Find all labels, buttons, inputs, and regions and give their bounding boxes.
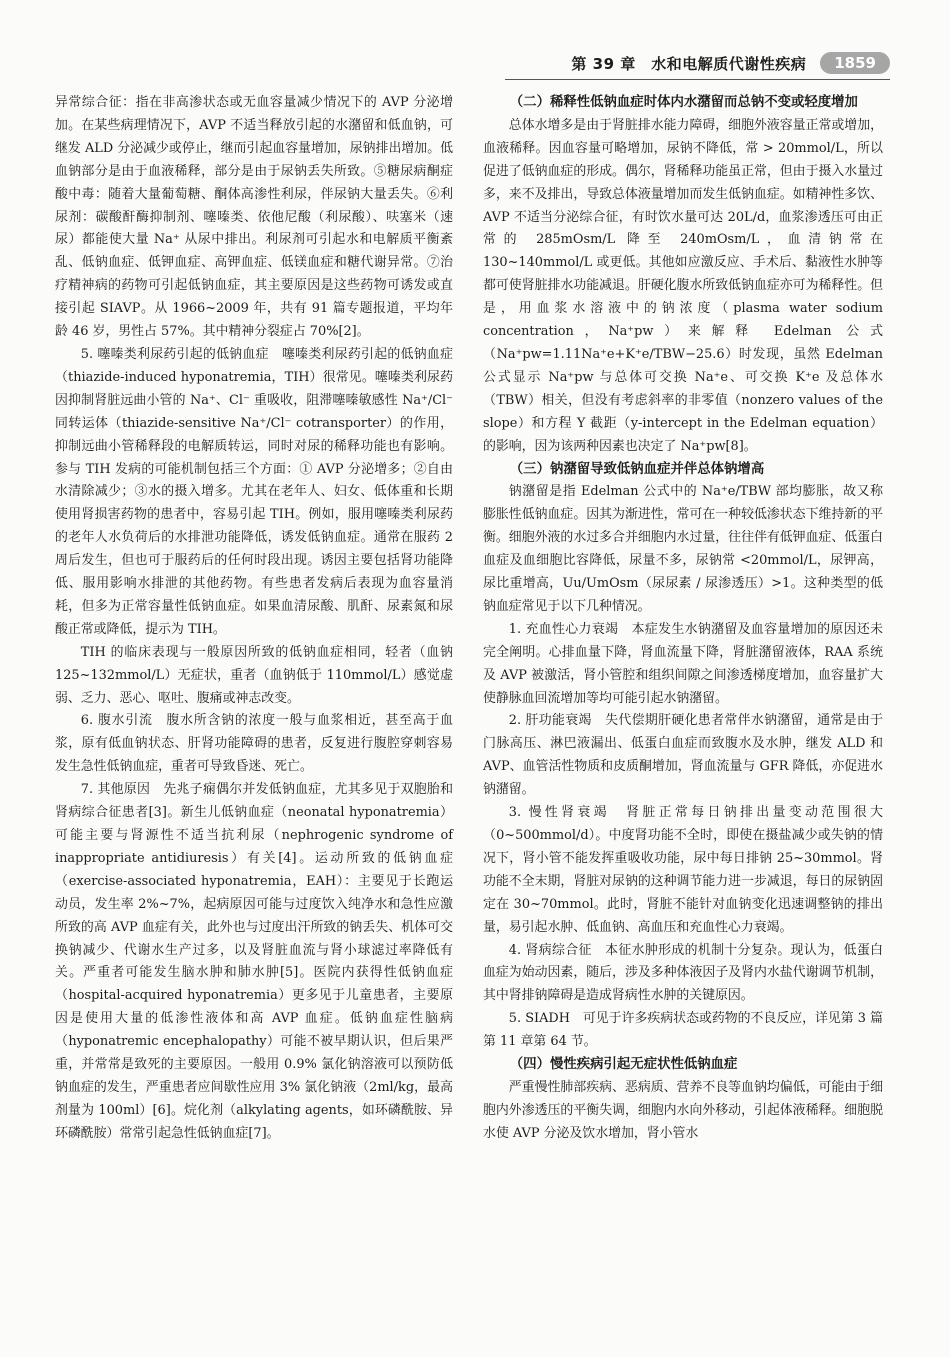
paragraph: 异常综合征：指在非高渗状态或无血容量减少情况下的 AVP 分泌增加。在某些病理情况下，AVP 不适当释放引起的水潴留和低血钠，可继发 ALD 分泌减少或停止，继而引起血容量增加，尿钠排出增加。低血钠部分是由于血液稀释，部分是由于尿钠丢失所致。⑤糖尿病酮症酸中毒：随着大量葡萄糖、酮体高渗性利尿，伴尿钠大量丢失。⑥利尿剂：碳酸酐酶抑制剂、噻嗪类、依他尼酸（利尿酸）、呋塞米（速尿）都能使大量 Na⁺ 从尿中排出。利尿剂可引起水和电解质平衡紊乱、低钠血症、低钾血症、高钾血症、低镁血症和糖代谢异常。⑦治疗精神病的药物可引起低钠血症，其主要原因是这些药物可诱发或直接引起 SIAVP。从 1966~2009 年，共有 91 篇专题报道，平均年龄 46 岁，男性占 57%。其中精神分裂症占 70%[2]。 xyxy=(55,95,453,340)
paragraph: TIH 的临床表现与一般原因所致的低钠血症相同，轻者（血钠 125~132mmol/L）无症状，重者（血钠低于 110mmol/L）感觉虚弱、乏力、恶心、呕吐、腹痛或神志改变。 xyxy=(55,644,453,706)
section-heading: （二）稀释性低钠血症时体内水潴留而总钠不变或轻度增加 xyxy=(509,95,858,110)
paragraph: 3. 慢性肾衰竭 肾脏正常每日钠排出量变动范围很大（0~500mmol/d）。中度肾功能不全时，即使在摄盐减少或失钠的情况下，肾小管不能发挥重吸收功能，尿中每日排钠 25~30mmol。肾功能不全末期，肾脏对尿钠的这种调节能力进一步减退，每日的尿钠固定在 30~70mmol。此时，肾脏不能针对血钠变化迅速调整钠的排出量，易引起水肿、低血钠、高血压和充血性心力衰竭。 xyxy=(483,805,883,935)
page-number: 1859 xyxy=(820,52,890,74)
paragraph: 1. 充血性心力衰竭 本症发生水钠潴留及血容量增加的原因还未完全阐明。心排血量下降，肾血流量下降，肾脏潴留液体，RAA 系统及 AVP 被激活，肾小管腔和组织间隙之间渗透梯度增加，血容量扩大使静脉血回流增加等均可能引起水钠潴留。 xyxy=(483,621,883,706)
section-heading: （三）钠潴留导致低钠血症并伴总体钠增高 xyxy=(509,461,765,477)
paragraph: 5. SIADH 可见于许多疾病状态或药物的不良反应，详见第 3 篇第 11 章第 64 节。 xyxy=(483,1011,883,1050)
section-heading: （四）慢性疾病引起无症状性低钠血症 xyxy=(509,1057,738,1073)
paragraph: 6. 腹水引流 腹水所含钠的浓度一般与血浆相近，甚至高于血浆，原有低血钠状态、肝肾功能障碍的患者，反复进行腹腔穿刺容易发生急性低钠血症，重者可导致昏迷、死亡。 xyxy=(55,713,453,775)
right-column xyxy=(483,92,883,1146)
paragraph: 7. 其他原因 先兆子痫偶尔并发低钠血症，尤其多见于双胞胎和肾病综合征患者[3]。新生儿低钠血症（neonatal hyponatremia）可能主要与肾源性不适当抗利尿（nephrogenic syndrome of inappropriate antidiuresis）有关[4]。运动所致的低钠血症（exercise-associated hyponatremia，EAH）：主要见于长跑运动员，发生率 2%~7%，起病原因可能与过度饮入纯净水和急性应激所致的高 AVP 血症有关，此外也与过度出汗所致的钠丢失、机体可交换钠减少、代谢水生产过多，以及肾脏血流与肾小球滤过率降低有关。严重者可能发生脑水肿和肺水肿[5]。医院内获得性低钠血症（hospital-acquired hyponatremia）更多见于儿童患者，主要原因是使用大量的低渗性液体和高 AVP 血症。低钠血症性脑病（hyponatremic encephalopathy）可能不被早期认识，但后果严重，并常常是致死的主要原因。一般用 0.9% 氯化钠溶液可以预防低钠血症的发生，严重患者应间歇性应用 3% 氯化钠液（2ml/kg，最高剂量为 100ml）[6]。烷化剂（alkylating agents，如环磷酰胺、异环磷酰胺）常常引起急性低钠血症[7]。 xyxy=(55,782,453,1141)
paragraph: 严重慢性肺部疾病、恶病质、营养不良等血钠均偏低，可能由于细胞内外渗透压的平衡失调，细胞内水向外移动，引起体液稀释。细胞脱水使 AVP 分泌及饮水增加，肾小管水 xyxy=(483,1079,883,1141)
left-column xyxy=(55,92,453,1146)
paragraph: 5. 噻嗪类利尿药引起的低钠血症 噻嗪类利尿药引起的低钠血症（thiazide-induced hyponatremia，TIH）很常见。噻嗪类利尿药因抑制肾脏远曲小管的 Na⁺、Cl⁻ 重吸收，阻滞噻嗪敏感性 Na⁺/Cl⁻ 同转运体（thiazide-sensitive Na⁺/Cl⁻ cotransporter）的作用，抑制远曲小管稀释段的电解质转运，同时对尿的稀释功能也有影响。参与 TIH 发病的可能机制包括三个方面：① AVP 分泌增多；②自由水清除减少；③水的摄入增多。尤其在老年人、妇女、低体重和长期使用肾损害药物的患者中，容易引起 TIH。例如，服用噻嗪类利尿药的老年人水负荷后的水排泄功能降低，诱发低钠血症。通常在服药 2 周后发生，但也可于服药后的任何时段出现。诱因主要包括肾功能降低、服用影响水排泄的其他药物。有些患者发病后表现为血容量消耗，但多为正常容量性低钠血症。如果血清尿酸、肌酐、尿素氮和尿酸正常或降低，提示为 TIH。 xyxy=(55,346,453,637)
paragraph: 2. 肝功能衰竭 失代偿期肝硬化患者常伴水钠潴留，通常是由于门脉高压、淋巴液漏出、低蛋白血症而致腹水及水肿，继发 ALD 和 AVP、血管活性物质和皮质酮增加，肾血流量与 GFR 降低，亦促进水钠潴留。 xyxy=(483,713,883,798)
paragraph: 4. 肾病综合征 本征水肿形成的机制十分复杂。现认为，低蛋白血症为始动因素，随后，涉及多种体液因子及肾内水盐代谢调节机制，其中肾排钠障碍是造成肾病性水肿的关键原因。 xyxy=(483,942,883,1004)
paragraph: 钠潴留是指 Edelman 公式中的 Na⁺e/TBW 部均膨胀，故又称膨胀性低钠血症。因其为渐进性，常可在一种较低渗状态下维持新的平衡。细胞外液的水过多合并细胞内水过量，往往伴有低钾血症、低蛋白血症及血细胞比容降低，尿量不多，尿钠常 <20mmol/L，尿钾高，尿比重增高，Uu/UmOsm（尿尿素 / 尿渗透压）>1。这种类型的低钠血症常见于以下几种情况。 xyxy=(483,484,883,614)
running-header xyxy=(60,50,890,76)
chapter-title: 第 39 章 水和电解质代谢性疾病 xyxy=(571,54,807,73)
paragraph: 总体水增多是由于肾脏排水能力障碍，细胞外液容量正常或增加，血液稀释。因血容量可略增加，尿钠不降低，常 > 20mmol/L，所以促进了低钠血症的形成。偶尔，肾稀释功能虽正常，但由于摄入水量过多，来不及排出，导致总体液量增加而发生低钠血症。如精神性多饮、AVP 不适当分泌综合征，有时饮水量可达 20L/d，血浆渗透压可由正常的 285mOsm/L 降至 240mOsm/L，血清钠常在 130~140mmol/L 或更低。其他如应激反应、手术后、黏液性水肿等都可使肾脏排水功能减退。肝硬化腹水所致低钠血症亦可为稀释性。但是，用血浆水溶液中的钠浓度（plasma water sodium concentration，Na⁺pw）来解释 Edelman 公式（Na⁺pw=1.11Na⁺e+K⁺e/TBW−25.6）时发现，虽然 Edelman 公式显示 Na⁺pw 与总体可交换 Na⁺e、可交换 K⁺e 及总体水（TBW）相关，但没有考虑斜率的非零值（nonzero values of the slope）和方程 Y 截距（y-intercept in the Edelman equation）的影响，因为该两种因素也决定了 Na⁺pw[8]。 xyxy=(483,117,883,454)
header-divider xyxy=(505,79,890,80)
